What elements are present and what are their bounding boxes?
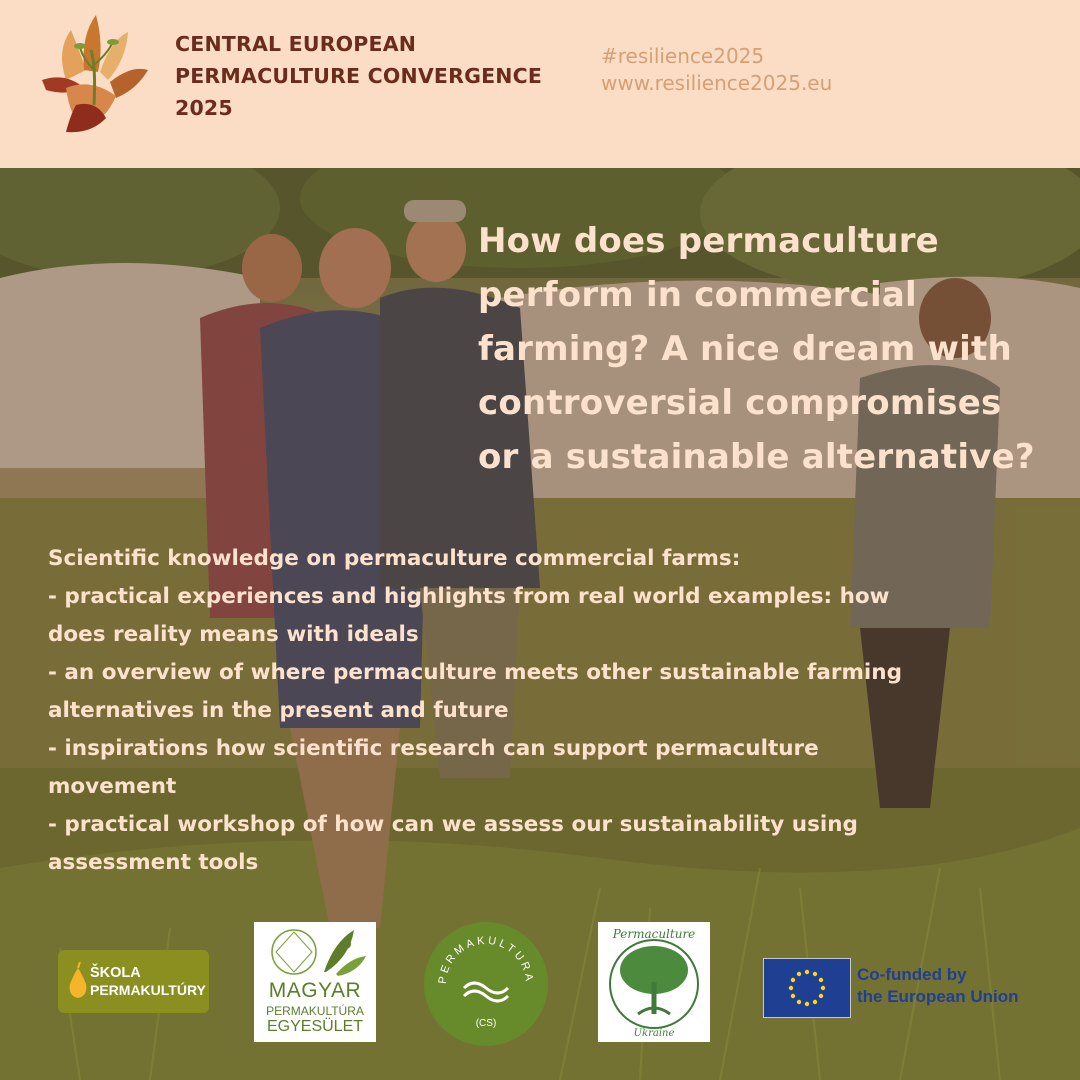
tree-emblem-icon <box>598 922 710 1042</box>
skola-label: ŠKOLA <box>90 965 141 981</box>
permakultura-emblem <box>424 922 548 1046</box>
website-link[interactable]: www.resilience2025.eu <box>601 71 833 95</box>
magyar-label: EGYESÜLET <box>266 1018 364 1035</box>
session-description <box>48 540 1058 882</box>
question-line: or a sustainable alternative? <box>478 437 1035 477</box>
description-line: alternatives in the present and future <box>48 698 509 723</box>
eu-funding-label <box>857 964 1019 1008</box>
eu-flag-icon <box>763 958 851 1018</box>
header-band <box>0 0 1080 168</box>
description-line: movement <box>48 774 177 799</box>
event-title <box>175 28 585 124</box>
pear-icon <box>66 962 90 1000</box>
question-line: How does permaculture <box>478 221 939 261</box>
event-title-line: 2025 <box>175 96 233 120</box>
magyar-label: MAGYAR <box>268 979 362 1002</box>
ukraine-bottom-label: Ukraine <box>633 1028 675 1039</box>
description-line: Scientific knowledge on permaculture commercial farms: <box>48 546 741 571</box>
svg-text:PERMAKULTURA <box>437 935 536 985</box>
permakultura-arc-label: PERMAKULTURA <box>436 934 536 985</box>
description-line: does reality means with ideals <box>48 622 419 647</box>
skola-label: PERMAKULTÚRY <box>90 982 206 998</box>
skola-permakultury-logo <box>58 950 209 1013</box>
question-line: farming? A nice dream with <box>478 329 1012 369</box>
eu-label-line: the European Union <box>857 987 1019 1006</box>
magyar-label: PERMAKULTÚRA <box>266 1004 364 1018</box>
question-line: perform in commercial <box>478 275 917 315</box>
ukraine-top-label: Permaculture <box>612 927 696 941</box>
eu-label-line: Co-funded by <box>857 965 967 984</box>
magyar-permakultura-logo <box>254 922 376 1042</box>
description-line: assessment tools <box>48 850 259 875</box>
event-title-line: CENTRAL EUROPEAN <box>175 32 417 56</box>
convergence-hand-logo <box>36 10 158 140</box>
description-line: - inspirations how scientific research can support permaculture <box>48 736 819 761</box>
permakultura-cs-logo <box>424 922 548 1046</box>
description-line: - practical workshop of how can we assess our sustainability using <box>48 812 858 837</box>
question-headline <box>478 214 1058 484</box>
permakultura-sub-label: (CS) <box>475 1018 497 1029</box>
question-line: controversial compromises <box>478 383 1002 423</box>
event-title-line: PERMACULTURE CONVERGENCE <box>175 64 543 88</box>
permaculture-ukraine-logo <box>598 922 710 1042</box>
description-line: - practical experiences and highlights from real world examples: how <box>48 584 890 609</box>
eu-stars <box>764 959 850 1017</box>
hashtag: #resilience2025 <box>601 44 765 68</box>
leaf-emblem-icon <box>254 922 376 980</box>
description-line: - an overview of where permaculture meets other sustainable farming <box>48 660 902 685</box>
